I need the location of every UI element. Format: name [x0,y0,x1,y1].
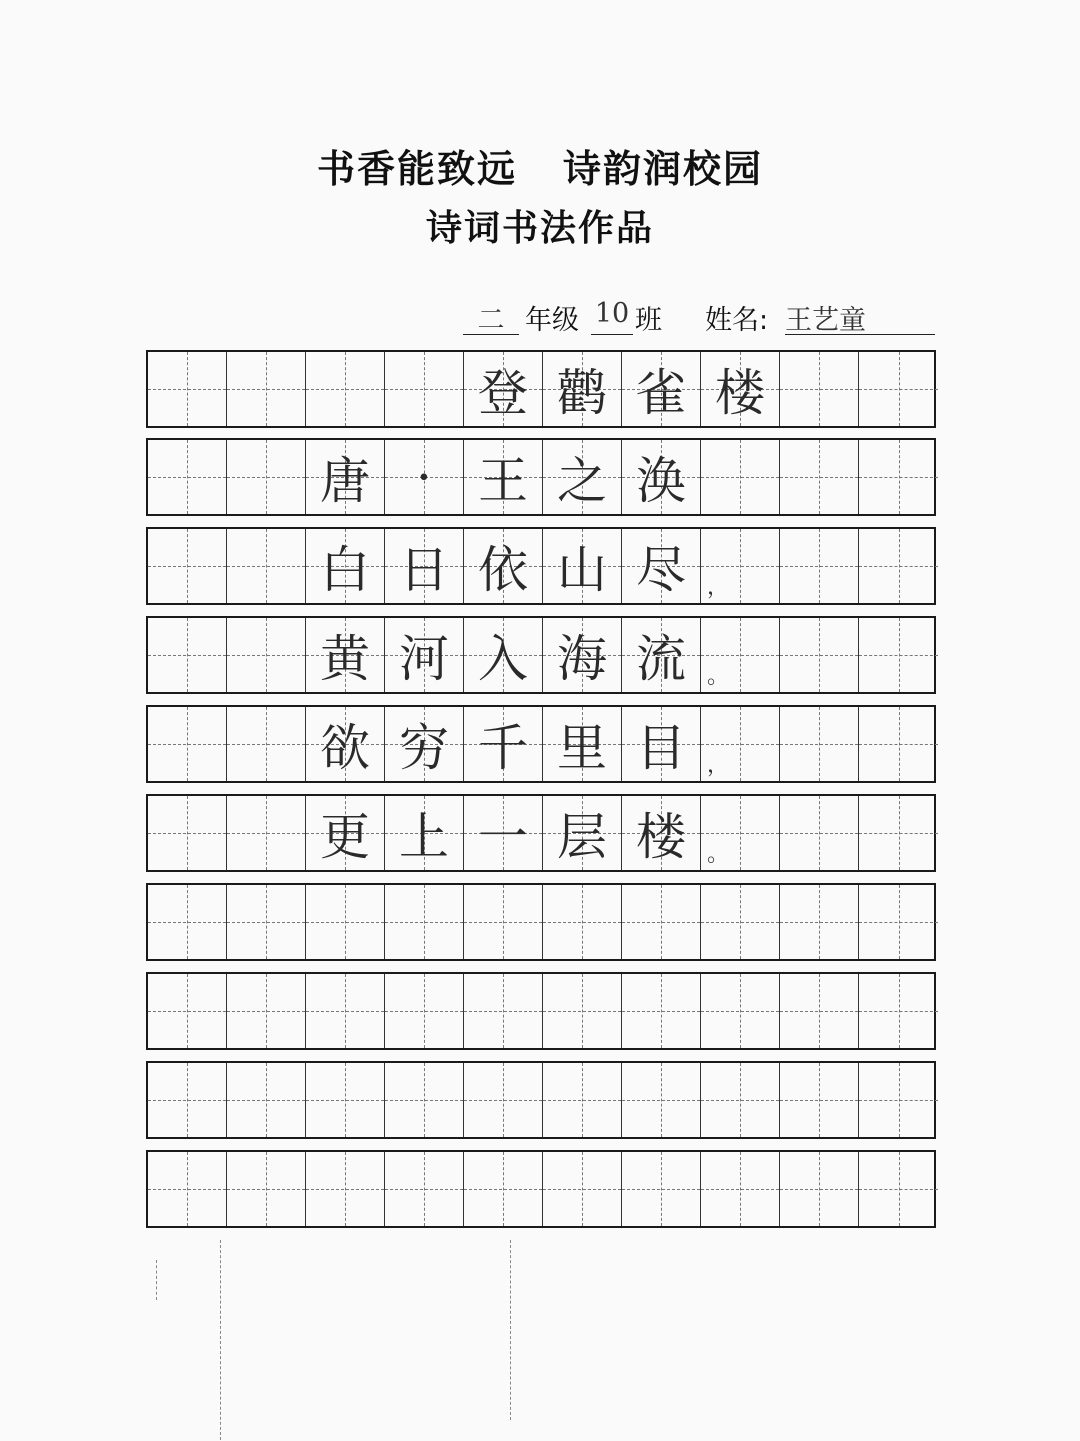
grid-cell [701,796,780,870]
grid-cell [227,352,306,426]
grid-row [146,350,936,428]
grid-cell [622,440,701,514]
grid-character [859,885,938,959]
grid-character [148,885,226,959]
grid-cell [859,974,938,1048]
grid-cell [859,1152,938,1226]
grid-cell [701,974,780,1048]
grid-character [227,1063,305,1137]
grid-cell [227,618,306,692]
grid-character: 登 [478,364,528,422]
grid-character [227,529,305,603]
grid-cell [464,885,543,959]
grid-cell [385,1063,464,1137]
grid-character [385,1063,463,1137]
grid-cell [543,352,622,426]
grid-cell [622,529,701,603]
grid-character [622,885,700,959]
grid-character [306,352,384,426]
grid-character [701,1152,779,1226]
grid-cell [859,618,938,692]
grid-character [306,974,384,1048]
grid-cell [780,529,859,603]
grid-character [148,1152,226,1226]
grid-character [306,1152,384,1226]
grid-cell [148,618,227,692]
grid-row [146,705,936,783]
grid-cell [227,1063,306,1137]
grid-cell [385,529,464,603]
grid-character [385,974,463,1048]
grid-cell [148,352,227,426]
grid-cell [622,352,701,426]
grid-cell [306,440,385,514]
grid-character: 黄 [320,630,370,688]
grid-character: 河 [399,630,449,688]
grid-character [859,796,938,870]
grid-row [146,1150,936,1228]
grid-cell [780,885,859,959]
grid-cell [701,885,780,959]
class-value: 10 [591,298,633,335]
grid-character [148,1063,226,1137]
grid-cell [780,1152,859,1226]
grid-cell [306,352,385,426]
grid-character: 雀 [636,364,686,422]
grid-cell [385,796,464,870]
grid-cell [227,529,306,603]
title-right: 诗韵润校园 [563,147,764,191]
grid-character: 入 [478,630,528,688]
grid-character: 流 [636,630,686,688]
grid-cell [859,529,938,603]
grid-character [385,1152,463,1226]
grid-cell [780,707,859,781]
grid-character: 。 [707,664,730,689]
grid-cell [464,440,543,514]
grid-character [859,440,938,514]
grid-cell [148,974,227,1048]
grid-cell [701,707,780,781]
name-label: 姓名: [705,305,769,336]
grid-character: 楼 [715,364,765,422]
grid-character: 更 [320,808,370,866]
grid-character [148,440,226,514]
grid-cell [385,885,464,959]
grid-cell [701,1063,780,1137]
grid-cell [622,974,701,1048]
grid-character [148,707,226,781]
grid-character: 海 [557,630,607,688]
grid-character [148,796,226,870]
grid-cell [227,440,306,514]
grid-character [227,707,305,781]
grid-character [227,1152,305,1226]
grid-character [227,796,305,870]
grid-cell [227,707,306,781]
grid-character [148,618,226,692]
grid-cell [306,707,385,781]
grid-cell [306,529,385,603]
grid-cell [464,618,543,692]
grid-character [701,974,779,1048]
grid-cell [148,1152,227,1226]
grid-character: 尽 [636,541,686,599]
grid-row [146,794,936,872]
grid-cell [780,618,859,692]
grid-character [543,885,621,959]
grid-cell [385,352,464,426]
grid-character: 日 [399,541,449,599]
grid-cell [622,1152,701,1226]
grid-cell [701,352,780,426]
grid-character [780,796,858,870]
grid-cell [622,796,701,870]
grid-cell [306,618,385,692]
grid-cell [464,796,543,870]
grid-cell [385,440,464,514]
page-title [0,138,1080,193]
grid-character: 山 [557,541,607,599]
grid-character [780,1152,858,1226]
grid-row [146,438,936,516]
grid-cell [148,440,227,514]
grid-cell [859,707,938,781]
grid-cell [780,1063,859,1137]
grid-character [543,1152,621,1226]
grid-cell [859,796,938,870]
grid-character [227,885,305,959]
name-value: 王艺童 [785,298,935,335]
grid-cell [701,1152,780,1226]
grid-character [859,1063,938,1137]
grid-character: 目 [636,719,686,777]
grid-cell [622,618,701,692]
grid-character: 千 [478,719,528,777]
grid-cell [464,1152,543,1226]
grid-cell [464,529,543,603]
grid-character [859,352,938,426]
grid-character: 穷 [399,719,449,777]
grid-cell [385,1152,464,1226]
grid-cell [622,1063,701,1137]
grid-cell [464,1063,543,1137]
grid-cell [543,974,622,1048]
grid-cell [385,707,464,781]
grade-label: 年级 [525,305,579,336]
grid-cell [306,796,385,870]
grid-cell [622,707,701,781]
grid-cell [306,1063,385,1137]
grid-character [622,1152,700,1226]
grid-cell [148,796,227,870]
grid-character [385,885,463,959]
grid-cell [306,885,385,959]
grid-character [227,352,305,426]
grid-character [227,440,305,514]
grid-cell [148,1063,227,1137]
grid-character [859,618,938,692]
grid-character [780,618,858,692]
grid-cell [464,974,543,1048]
grid-cell [780,974,859,1048]
grid-character [780,1063,858,1137]
grid-cell [543,1063,622,1137]
page-subtitle: 诗词书法作品 [425,208,654,249]
student-info [455,298,935,338]
grid-character [306,885,384,959]
grid-character [148,974,226,1048]
grid-character [227,974,305,1048]
grid-cell [227,974,306,1048]
grid-character [306,1063,384,1137]
grid-cell [543,796,622,870]
grid-character [701,1063,779,1137]
grid-character [859,529,938,603]
grid-character [543,1063,621,1137]
grid-character: 鹳 [557,364,607,422]
grid-character [780,974,858,1048]
grid-row [146,972,936,1050]
grid-cell [227,796,306,870]
grid-character: 一 [478,808,528,866]
grid-cell [701,440,780,514]
grid-character [464,1063,542,1137]
grid-character [701,885,779,959]
bottom-guide-lines [0,1240,1080,1440]
grid-cell [622,885,701,959]
grid-character [780,707,858,781]
grid-character [543,974,621,1048]
grid-cell [227,1152,306,1226]
grid-character: 唐 [320,452,370,510]
grid-character: ， [707,575,730,600]
grid-character: 王 [478,452,528,510]
grid-cell [543,529,622,603]
grid-cell [543,618,622,692]
grid-character [622,1063,700,1137]
grid-character [780,352,858,426]
grid-character: 楼 [636,808,686,866]
grid-cell [464,707,543,781]
grade-value: 二 [463,298,519,335]
grid-cell [543,707,622,781]
grid-character: 白 [320,541,370,599]
class-label: 班 [635,305,662,336]
grid-character [148,352,226,426]
grid-cell [701,618,780,692]
grid-character [385,352,463,426]
grid-character: 。 [707,842,730,867]
grid-character: 涣 [636,452,686,510]
grid-character: 里 [557,719,607,777]
grid-cell [385,618,464,692]
grid-character [464,1152,542,1226]
grid-character: 依 [478,541,528,599]
grid-character [622,974,700,1048]
grid-character [859,1152,938,1226]
grid-character: 层 [557,808,607,866]
grid-character [227,618,305,692]
grid-cell [385,974,464,1048]
grid-cell [543,440,622,514]
grid-character: 之 [557,452,607,510]
grid-cell [859,1063,938,1137]
grid-cell [543,1152,622,1226]
grid-cell [701,529,780,603]
grid-cell [780,440,859,514]
grid-cell [859,885,938,959]
grid-character [701,440,779,514]
grid-cell [464,352,543,426]
grid-character [859,707,938,781]
grid-cell [148,529,227,603]
grid-character: 上 [399,808,449,866]
grid-cell [306,974,385,1048]
grid-character [464,974,542,1048]
grid-cell [148,885,227,959]
grid-row [146,1061,936,1139]
grid-cell [859,440,938,514]
grid-row [146,883,936,961]
grid-row [146,616,936,694]
grid-character: · [416,448,432,506]
grid-character [859,974,938,1048]
grid-character [780,885,858,959]
grid-cell [227,885,306,959]
grid-cell [780,352,859,426]
grid-cell [148,707,227,781]
grid-character [148,529,226,603]
grid-cell [543,885,622,959]
grid-row [146,527,936,605]
grid-character [780,529,858,603]
grid-cell [859,352,938,426]
grid-cell [306,1152,385,1226]
grid-character: ， [707,753,730,778]
grid-character: 欲 [320,719,370,777]
grid-character [464,885,542,959]
title-left: 书香能致远 [316,147,517,191]
grid-character [780,440,858,514]
grid-cell [780,796,859,870]
